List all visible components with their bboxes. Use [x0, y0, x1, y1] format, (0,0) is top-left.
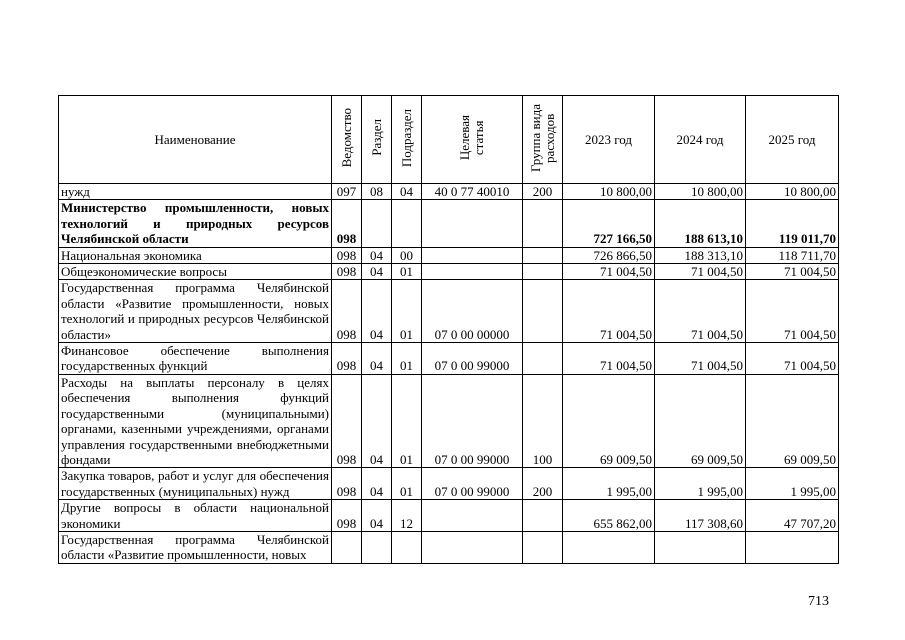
row-vedomstvo: 098 — [332, 374, 362, 467]
row-expense-group — [523, 200, 563, 247]
row-podrazdel — [392, 531, 422, 563]
row-razdel: 08 — [362, 184, 392, 200]
row-vedomstvo: 098 — [332, 264, 362, 280]
table-row — [59, 468, 839, 500]
header-razdel: Раздел — [362, 96, 392, 184]
row-value-2023: 727 166,50 — [563, 200, 655, 247]
row-vedomstvo: 098 — [332, 247, 362, 263]
budget-table — [58, 95, 839, 564]
table-row — [59, 500, 839, 532]
header-target: Целевая статья — [422, 96, 523, 184]
row-razdel: 04 — [362, 343, 392, 375]
row-value-2025: 71 004,50 — [746, 280, 839, 343]
row-podrazdel: 00 — [392, 247, 422, 263]
table-row — [59, 264, 839, 280]
row-value-2025: 10 800,00 — [746, 184, 839, 200]
row-value-2024: 188 613,10 — [655, 200, 746, 247]
table-row — [59, 184, 839, 200]
table-row — [59, 280, 839, 343]
row-target-article — [422, 531, 523, 563]
row-podrazdel: 01 — [392, 280, 422, 343]
row-podrazdel: 12 — [392, 500, 422, 532]
row-value-2024: 117 308,60 — [655, 500, 746, 532]
row-target-article — [422, 264, 523, 280]
row-value-2023: 71 004,50 — [563, 343, 655, 375]
row-value-2023: 10 800,00 — [563, 184, 655, 200]
row-name: Государственная программа Челябинской области «Развитие промышленности, новых технологий и природных ресурсов Челябинской области» — [59, 280, 332, 343]
row-expense-group — [523, 343, 563, 375]
row-vedomstvo: 098 — [332, 500, 362, 532]
row-value-2025 — [746, 531, 839, 563]
row-razdel — [362, 200, 392, 247]
row-value-2023: 69 009,50 — [563, 374, 655, 467]
row-name: Национальная экономика — [59, 247, 332, 263]
row-razdel: 04 — [362, 247, 392, 263]
table-row — [59, 531, 839, 563]
row-value-2024 — [655, 531, 746, 563]
row-vedomstvo: 098 — [332, 468, 362, 500]
row-vedomstvo: 098 — [332, 280, 362, 343]
row-razdel: 04 — [362, 374, 392, 467]
row-podrazdel — [392, 200, 422, 247]
row-target-article: 07 0 00 99000 — [422, 374, 523, 467]
row-value-2023: 1 995,00 — [563, 468, 655, 500]
row-expense-group: 100 — [523, 374, 563, 467]
row-razdel: 04 — [362, 280, 392, 343]
row-value-2024: 71 004,50 — [655, 264, 746, 280]
row-value-2023: 655 862,00 — [563, 500, 655, 532]
row-value-2024: 69 009,50 — [655, 374, 746, 467]
row-podrazdel: 04 — [392, 184, 422, 200]
row-podrazdel: 01 — [392, 264, 422, 280]
row-value-2025: 119 011,70 — [746, 200, 839, 247]
header-vedomstvo: Ведомство — [332, 96, 362, 184]
row-value-2024: 10 800,00 — [655, 184, 746, 200]
table-row — [59, 200, 839, 247]
row-vedomstvo: 097 — [332, 184, 362, 200]
page-number: 713 — [808, 594, 829, 609]
row-value-2025: 1 995,00 — [746, 468, 839, 500]
row-expense-group — [523, 280, 563, 343]
row-target-article: 07 0 00 00000 — [422, 280, 523, 343]
row-target-article: 40 0 77 40010 — [422, 184, 523, 200]
header-name: Наименование — [59, 96, 332, 184]
row-value-2024: 188 313,10 — [655, 247, 746, 263]
row-expense-group — [523, 531, 563, 563]
row-value-2025: 71 004,50 — [746, 343, 839, 375]
row-expense-group — [523, 247, 563, 263]
row-value-2025: 71 004,50 — [746, 264, 839, 280]
row-razdel — [362, 531, 392, 563]
row-value-2025: 69 009,50 — [746, 374, 839, 467]
row-value-2025: 118 711,70 — [746, 247, 839, 263]
header-2023: 2023 год — [563, 96, 655, 184]
table-row — [59, 343, 839, 375]
table-row — [59, 247, 839, 263]
row-vedomstvo: 098 — [332, 200, 362, 247]
row-target-article — [422, 500, 523, 532]
row-target-article: 07 0 00 99000 — [422, 343, 523, 375]
row-target-article — [422, 247, 523, 263]
row-value-2023 — [563, 531, 655, 563]
row-expense-group: 200 — [523, 184, 563, 200]
row-value-2025: 47 707,20 — [746, 500, 839, 532]
row-name: Расходы на выплаты персоналу в целях обеспечения выполнения функций государственными (муниципальными) органами, казенными учреждениями, органами управления государственными внебюджетными фондами — [59, 374, 332, 467]
header-2024: 2024 год — [655, 96, 746, 184]
header-podrazdel: Подраздел — [392, 96, 422, 184]
row-vedomstvo — [332, 531, 362, 563]
row-target-article: 07 0 00 99000 — [422, 468, 523, 500]
table-header — [59, 96, 839, 184]
table-row — [59, 374, 839, 467]
row-name: Другие вопросы в области национальной экономики — [59, 500, 332, 532]
row-value-2024: 71 004,50 — [655, 343, 746, 375]
row-value-2023: 726 866,50 — [563, 247, 655, 263]
row-razdel: 04 — [362, 264, 392, 280]
header-group: Группа вида расходов — [523, 96, 563, 184]
row-razdel: 04 — [362, 468, 392, 500]
row-podrazdel: 01 — [392, 374, 422, 467]
row-value-2024: 1 995,00 — [655, 468, 746, 500]
row-podrazdel: 01 — [392, 468, 422, 500]
row-expense-group — [523, 264, 563, 280]
row-expense-group — [523, 500, 563, 532]
row-target-article — [422, 200, 523, 247]
row-value-2023: 71 004,50 — [563, 280, 655, 343]
row-expense-group: 200 — [523, 468, 563, 500]
row-name: Министерство промышленности, новых технологий и природных ресурсов Челябинской области — [59, 200, 332, 247]
row-name: Финансовое обеспечение выполнения государственных функций — [59, 343, 332, 375]
row-value-2023: 71 004,50 — [563, 264, 655, 280]
row-value-2024: 71 004,50 — [655, 280, 746, 343]
row-name: Закупка товаров, работ и услуг для обеспечения государственных (муниципальных) нужд — [59, 468, 332, 500]
row-name: Государственная программа Челябинской области «Развитие промышленности, новых — [59, 531, 332, 563]
row-podrazdel: 01 — [392, 343, 422, 375]
row-name: Общеэкономические вопросы — [59, 264, 332, 280]
header-2025: 2025 год — [746, 96, 839, 184]
row-razdel: 04 — [362, 500, 392, 532]
row-name: нужд — [59, 184, 332, 200]
row-vedomstvo: 098 — [332, 343, 362, 375]
